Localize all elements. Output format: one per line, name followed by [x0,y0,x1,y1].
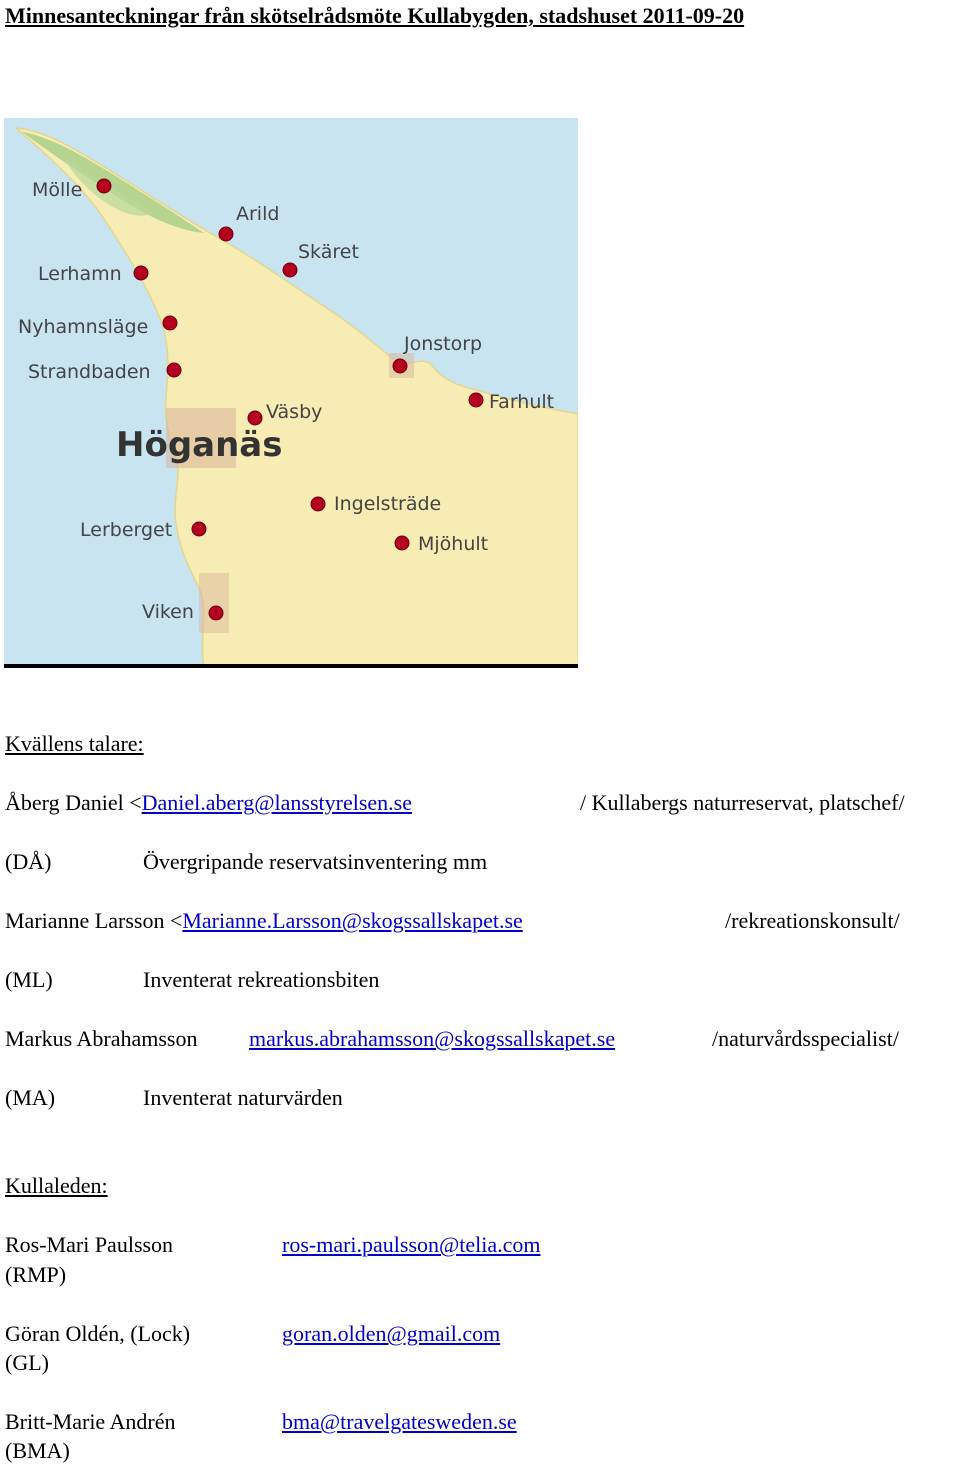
map-pin-farhult [469,393,483,407]
map-pin-lerberget [192,522,206,536]
speaker-2-email-link[interactable]: Marianne.Larsson@skogssallskapet.se [182,908,523,933]
speaker-2-role: /rekreationskonsult/ [725,908,900,933]
contact-1-email-link[interactable]: ros-mari.paulsson@telia.com [282,1232,541,1257]
speaker-2-name: Marianne Larsson < [5,908,183,933]
map-label-farhult: Farhult [489,391,555,413]
map-label-ingelstrade: Ingelsträde [334,493,442,515]
kullaleden-heading: Kullaleden: [5,1173,108,1198]
map-pin-molle [97,179,111,193]
map-label-skaret: Skäret [298,241,359,263]
map-pin-vasby [248,411,262,425]
speaker-3-role: /naturvårdsspecialist/ [712,1026,899,1051]
speaker-3-name: Markus Abrahamsson [5,1026,198,1051]
speaker-3-initials: (MA) [5,1085,56,1110]
map-label-lerberget: Lerberget [80,519,173,541]
map-label-lerhamn: Lerhamn [38,263,122,285]
contact-2-email-link[interactable]: goran.olden@gmail.com [282,1321,501,1346]
map-urban-viken [199,573,229,633]
map-svg [4,118,578,668]
map-label-strandbaden: Strandbaden [28,361,151,383]
map-label-mjohult: Mjöhult [418,533,489,555]
contact-3-initials: (BMA) [5,1438,70,1463]
map-pin-nyhamnslage [163,316,177,330]
map-label-jonstorp: Jonstorp [404,333,483,355]
speaker-1-initials: (DÅ) [5,849,52,874]
map-frame-bottom [4,664,578,668]
map-pin-mjohult [395,536,409,550]
speaker-1-topic: Övergripande reservatsinventering mm [143,849,488,874]
speaker-3-topic: Inventerat naturvärden [143,1085,343,1110]
speaker-3-email-link[interactable]: markus.abrahamsson@skogssallskapet.se [249,1026,616,1051]
kullabygden-map [4,118,578,668]
contact-1-name: Ros-Mari Paulsson [5,1232,174,1257]
contact-2-initials: (GL) [5,1350,49,1375]
map-pin-strandbaden [167,363,181,377]
speaker-1-email-link[interactable]: Daniel.aberg@lansstyrelsen.se [141,790,412,815]
contact-2-name: Göran Oldén, (Lock) [5,1321,191,1346]
document-title: Minnesanteckningar från skötselrådsmöte Kullabygden, stadshuset 2011-09-20 [5,3,745,28]
speaker-2-initials: (ML) [5,967,53,992]
speakers-heading: Kvällens talare: [5,731,144,756]
map-label-viken: Viken [142,601,194,623]
speaker-1-line [5,792,412,814]
map-label-arild: Arild [236,203,280,225]
map-label-molle: Mölle [32,179,83,201]
map-label-vasby: Väsby [266,401,323,423]
speaker-2-topic: Inventerat rekreationsbiten [143,967,380,992]
map-pin-ingelstrade [311,497,325,511]
map-pin-jonstorp [393,359,407,373]
map-pin-skaret [283,263,297,277]
contact-3-email-link[interactable]: bma@travelgatesweden.se [282,1409,517,1434]
speaker-1-role: / Kullabergs naturreservat, platschef/ [580,790,905,815]
contact-3-name: Britt-Marie Andrén [5,1409,176,1434]
map-pin-arild [219,227,233,241]
map-label-nyhamnslage: Nyhamnsläge [18,316,149,338]
speaker-1-name: Åberg Daniel < [5,790,142,815]
map-pin-viken [209,606,223,620]
map-pin-lerhamn [134,266,148,280]
contact-1-initials: (RMP) [5,1262,67,1287]
speaker-2-line [5,910,523,932]
map-label-hoganas: Höganäs [116,425,283,465]
